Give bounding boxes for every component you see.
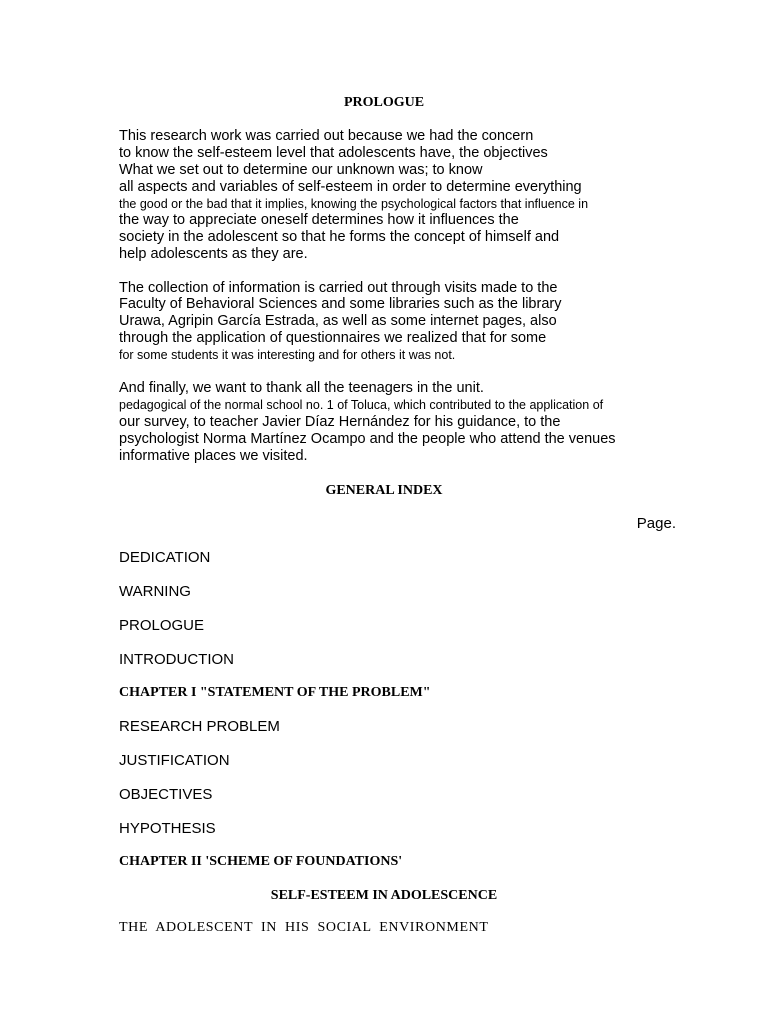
prologue-p3-line-1: And finally, we want to thank all the teenagers in the unit. [119,380,484,396]
index-chapter-2: CHAPTER II 'SCHEME OF FOUNDATIONS' [119,854,403,869]
prologue-heading: PROLOGUE [343,95,425,110]
prologue-p2-line-3: Urawa, Agripin García Estrada, as well as some internet pages, also [119,313,557,329]
prologue-p3-line-4: psychologist Norma Martínez Ocampo and the people who attend the venues [119,431,616,447]
page-column-label: Page. [636,515,676,532]
prologue-p3-line-2: pedagogical of the normal school no. 1 of Toluca, which contributed to the application of [119,398,604,412]
index-entry-prologue: PROLOGUE [119,617,205,634]
prologue-p3-line-5: informative places we visited. [119,448,308,464]
index-entry-warning: WARNING [119,583,191,600]
index-entry-introduction: INTRODUCTION [119,651,234,668]
prologue-p2-line-4: through the application of questionnaires we realized that for some [119,330,547,346]
index-entry-justification: JUSTIFICATION [119,752,230,769]
index-chapter-1: CHAPTER I "STATEMENT OF THE PROBLEM" [119,685,431,700]
prologue-p2-line-1: The collection of information is carried out through visits made to the [119,280,558,296]
index-entry-hypothesis: HYPOTHESIS [119,820,216,837]
index-entry-research-problem: RESEARCH PROBLEM [119,718,280,735]
prologue-p1-line-7: society in the adolescent so that he forms the concept of himself and [119,229,560,245]
index-subsection-social-environment: THE ADOLESCENT IN HIS SOCIAL ENVIRONMENT [119,920,489,935]
prologue-p1-line-3: What we set out to determine our unknown was; to know [119,162,483,178]
prologue-p3-line-3: our survey, to teacher Javier Díaz Hernández for his guidance, to the [119,414,561,430]
index-entry-dedication: DEDICATION [119,549,211,566]
prologue-p1-line-2: to know the self-esteem level that adolescents have, the objectives [119,145,548,161]
prologue-p1-line-6: the way to appreciate oneself determines how it influences the [119,212,519,228]
index-section-self-esteem: SELF-ESTEEM IN ADOLESCENCE [270,888,498,903]
prologue-p2-line-2: Faculty of Behavioral Sciences and some libraries such as the library [119,296,562,312]
prologue-p1-line-5: the good or the bad that it implies, knowing the psychological factors that influence in [119,197,589,211]
index-entry-objectives: OBJECTIVES [119,786,213,803]
general-index-heading: GENERAL INDEX [325,483,443,498]
prologue-p2-line-5: for some students it was interesting and for others it was not. [119,348,456,362]
prologue-p1-line-4: all aspects and variables of self-esteem in order to determine everything [119,179,582,195]
prologue-p1-line-8: help adolescents as they are. [119,246,308,262]
prologue-p1-line-1: This research work was carried out because we had the concern [119,128,534,144]
